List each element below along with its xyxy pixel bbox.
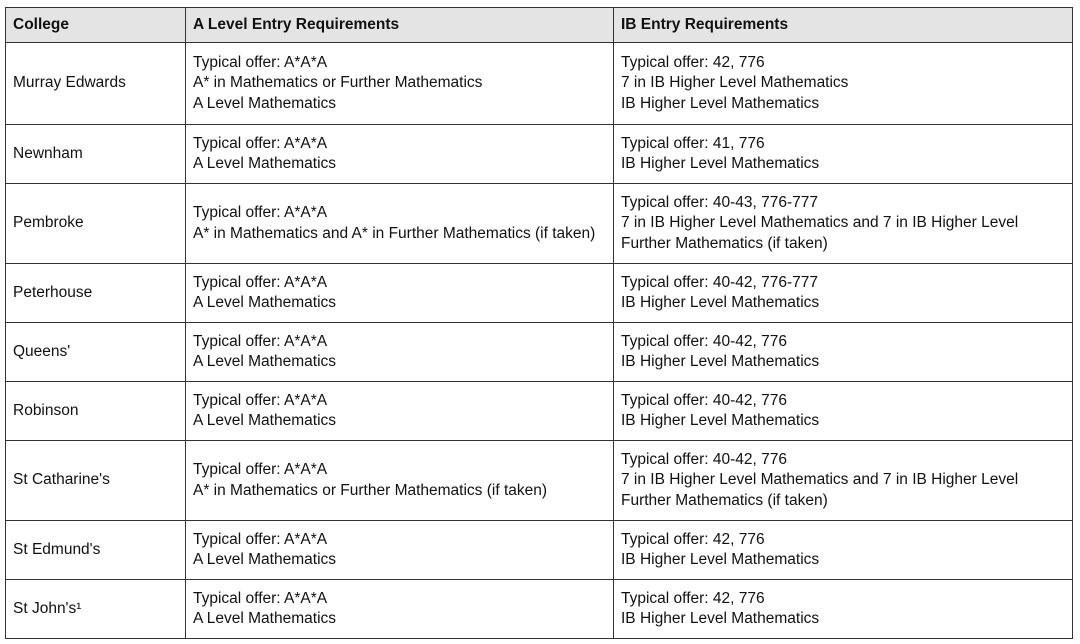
requirement-line: A* in Mathematics and A* in Further Mathematics (if taken) <box>193 224 596 242</box>
requirement-line: Typical offer: A*A*A <box>193 53 328 71</box>
ib-cell <box>614 125 1073 184</box>
ib-cell <box>614 580 1073 639</box>
ib-cell <box>614 43 1073 125</box>
ib-cell <box>614 184 1073 264</box>
a-level-cell <box>186 382 614 441</box>
requirement-line: Typical offer: 41, 776 <box>621 134 765 152</box>
requirement-line: 7 in IB Higher Level Mathematics <box>621 74 849 92</box>
requirement-line: A Level Mathematics <box>193 551 337 568</box>
a-level-cell <box>186 441 614 521</box>
college-cell: Murray Edwards <box>6 43 186 125</box>
requirement-line: Typical offer: A*A*A <box>193 204 328 221</box>
requirement-line: Typical offer: 40-43, 776-777 <box>621 193 819 211</box>
a-level-cell <box>186 323 614 382</box>
college-cell: Pembroke <box>6 184 186 264</box>
college-cell: Robinson <box>6 382 186 441</box>
requirement-line: A Level Mathematics <box>193 353 337 370</box>
college-cell: Peterhouse <box>6 264 186 323</box>
requirement-line: A Level Mathematics <box>193 412 337 429</box>
requirement-line: Typical offer: 42, 776 <box>621 530 765 548</box>
table-row <box>6 441 1073 521</box>
requirement-line: A Level Mathematics <box>193 610 337 627</box>
requirement-line: Typical offer: A*A*A <box>193 391 328 409</box>
requirement-line: Typical offer: 42, 776 <box>621 589 765 607</box>
a-level-cell <box>186 43 614 125</box>
table-row <box>6 323 1073 382</box>
requirement-line: Typical offer: A*A*A <box>193 461 328 478</box>
requirement-line: A Level Mathematics <box>193 294 337 311</box>
a-level-cell <box>186 184 614 264</box>
a-level-cell <box>186 264 614 323</box>
requirement-line: Typical offer: 40-42, 776-777 <box>621 273 819 291</box>
header-college: College <box>6 8 186 43</box>
requirement-line: Typical offer: 40-42, 776 <box>621 391 788 409</box>
a-level-cell <box>186 521 614 580</box>
table-header-row <box>6 8 1073 43</box>
requirement-line: IB Higher Level Mathematics <box>621 551 820 568</box>
table-row <box>6 521 1073 580</box>
requirement-line: 7 in IB Higher Level Mathematics and 7 in IB Higher Level Further Mathematics (if taken) <box>621 471 1019 509</box>
requirement-line: A Level Mathematics <box>193 155 337 172</box>
requirement-line: IB Higher Level Mathematics <box>621 294 820 311</box>
requirement-line: A* in Mathematics or Further Mathematics <box>193 74 483 92</box>
requirement-line: IB Higher Level Mathematics <box>621 94 820 112</box>
ib-cell <box>614 441 1073 521</box>
header-ib: IB Entry Requirements <box>614 8 1073 43</box>
requirement-line: Typical offer: A*A*A <box>193 273 328 291</box>
college-cell: St Edmund's <box>6 521 186 580</box>
table-row <box>6 264 1073 323</box>
college-cell: St Catharine's <box>6 441 186 521</box>
header-a-level: A Level Entry Requirements <box>186 8 614 43</box>
table-row <box>6 382 1073 441</box>
a-level-cell <box>186 580 614 639</box>
table-row <box>6 184 1073 264</box>
requirement-line: IB Higher Level Mathematics <box>621 155 820 172</box>
requirement-line: IB Higher Level Mathematics <box>621 353 820 370</box>
requirement-line: Typical offer: A*A*A <box>193 589 328 607</box>
table-row <box>6 125 1073 184</box>
requirement-line: Typical offer: A*A*A <box>193 332 328 350</box>
requirement-line: Typical offer: 40-42, 776 <box>621 450 788 468</box>
requirement-line: Typical offer: 42, 776 <box>621 53 765 71</box>
table-row <box>6 580 1073 639</box>
requirement-line: A* in Mathematics or Further Mathematics (if taken) <box>193 481 548 499</box>
ib-cell <box>614 382 1073 441</box>
requirement-line: Typical offer: 40-42, 776 <box>621 332 788 350</box>
ib-cell <box>614 264 1073 323</box>
requirement-line: Typical offer: A*A*A <box>193 134 328 152</box>
requirement-line: IB Higher Level Mathematics <box>621 610 820 627</box>
college-cell: St John's¹ <box>6 580 186 639</box>
a-level-cell <box>186 125 614 184</box>
table-row <box>6 43 1073 125</box>
table-body <box>6 43 1073 639</box>
college-cell: Newnham <box>6 125 186 184</box>
ib-cell <box>614 323 1073 382</box>
requirement-line: 7 in IB Higher Level Mathematics and 7 in IB Higher Level Further Mathematics (if taken) <box>621 214 1019 252</box>
requirement-line: IB Higher Level Mathematics <box>621 412 820 429</box>
college-cell: Queens' <box>6 323 186 382</box>
requirement-line: A Level Mathematics <box>193 94 337 112</box>
ib-cell <box>614 521 1073 580</box>
requirement-line: Typical offer: A*A*A <box>193 530 328 548</box>
entry-requirements-table <box>5 7 1073 639</box>
